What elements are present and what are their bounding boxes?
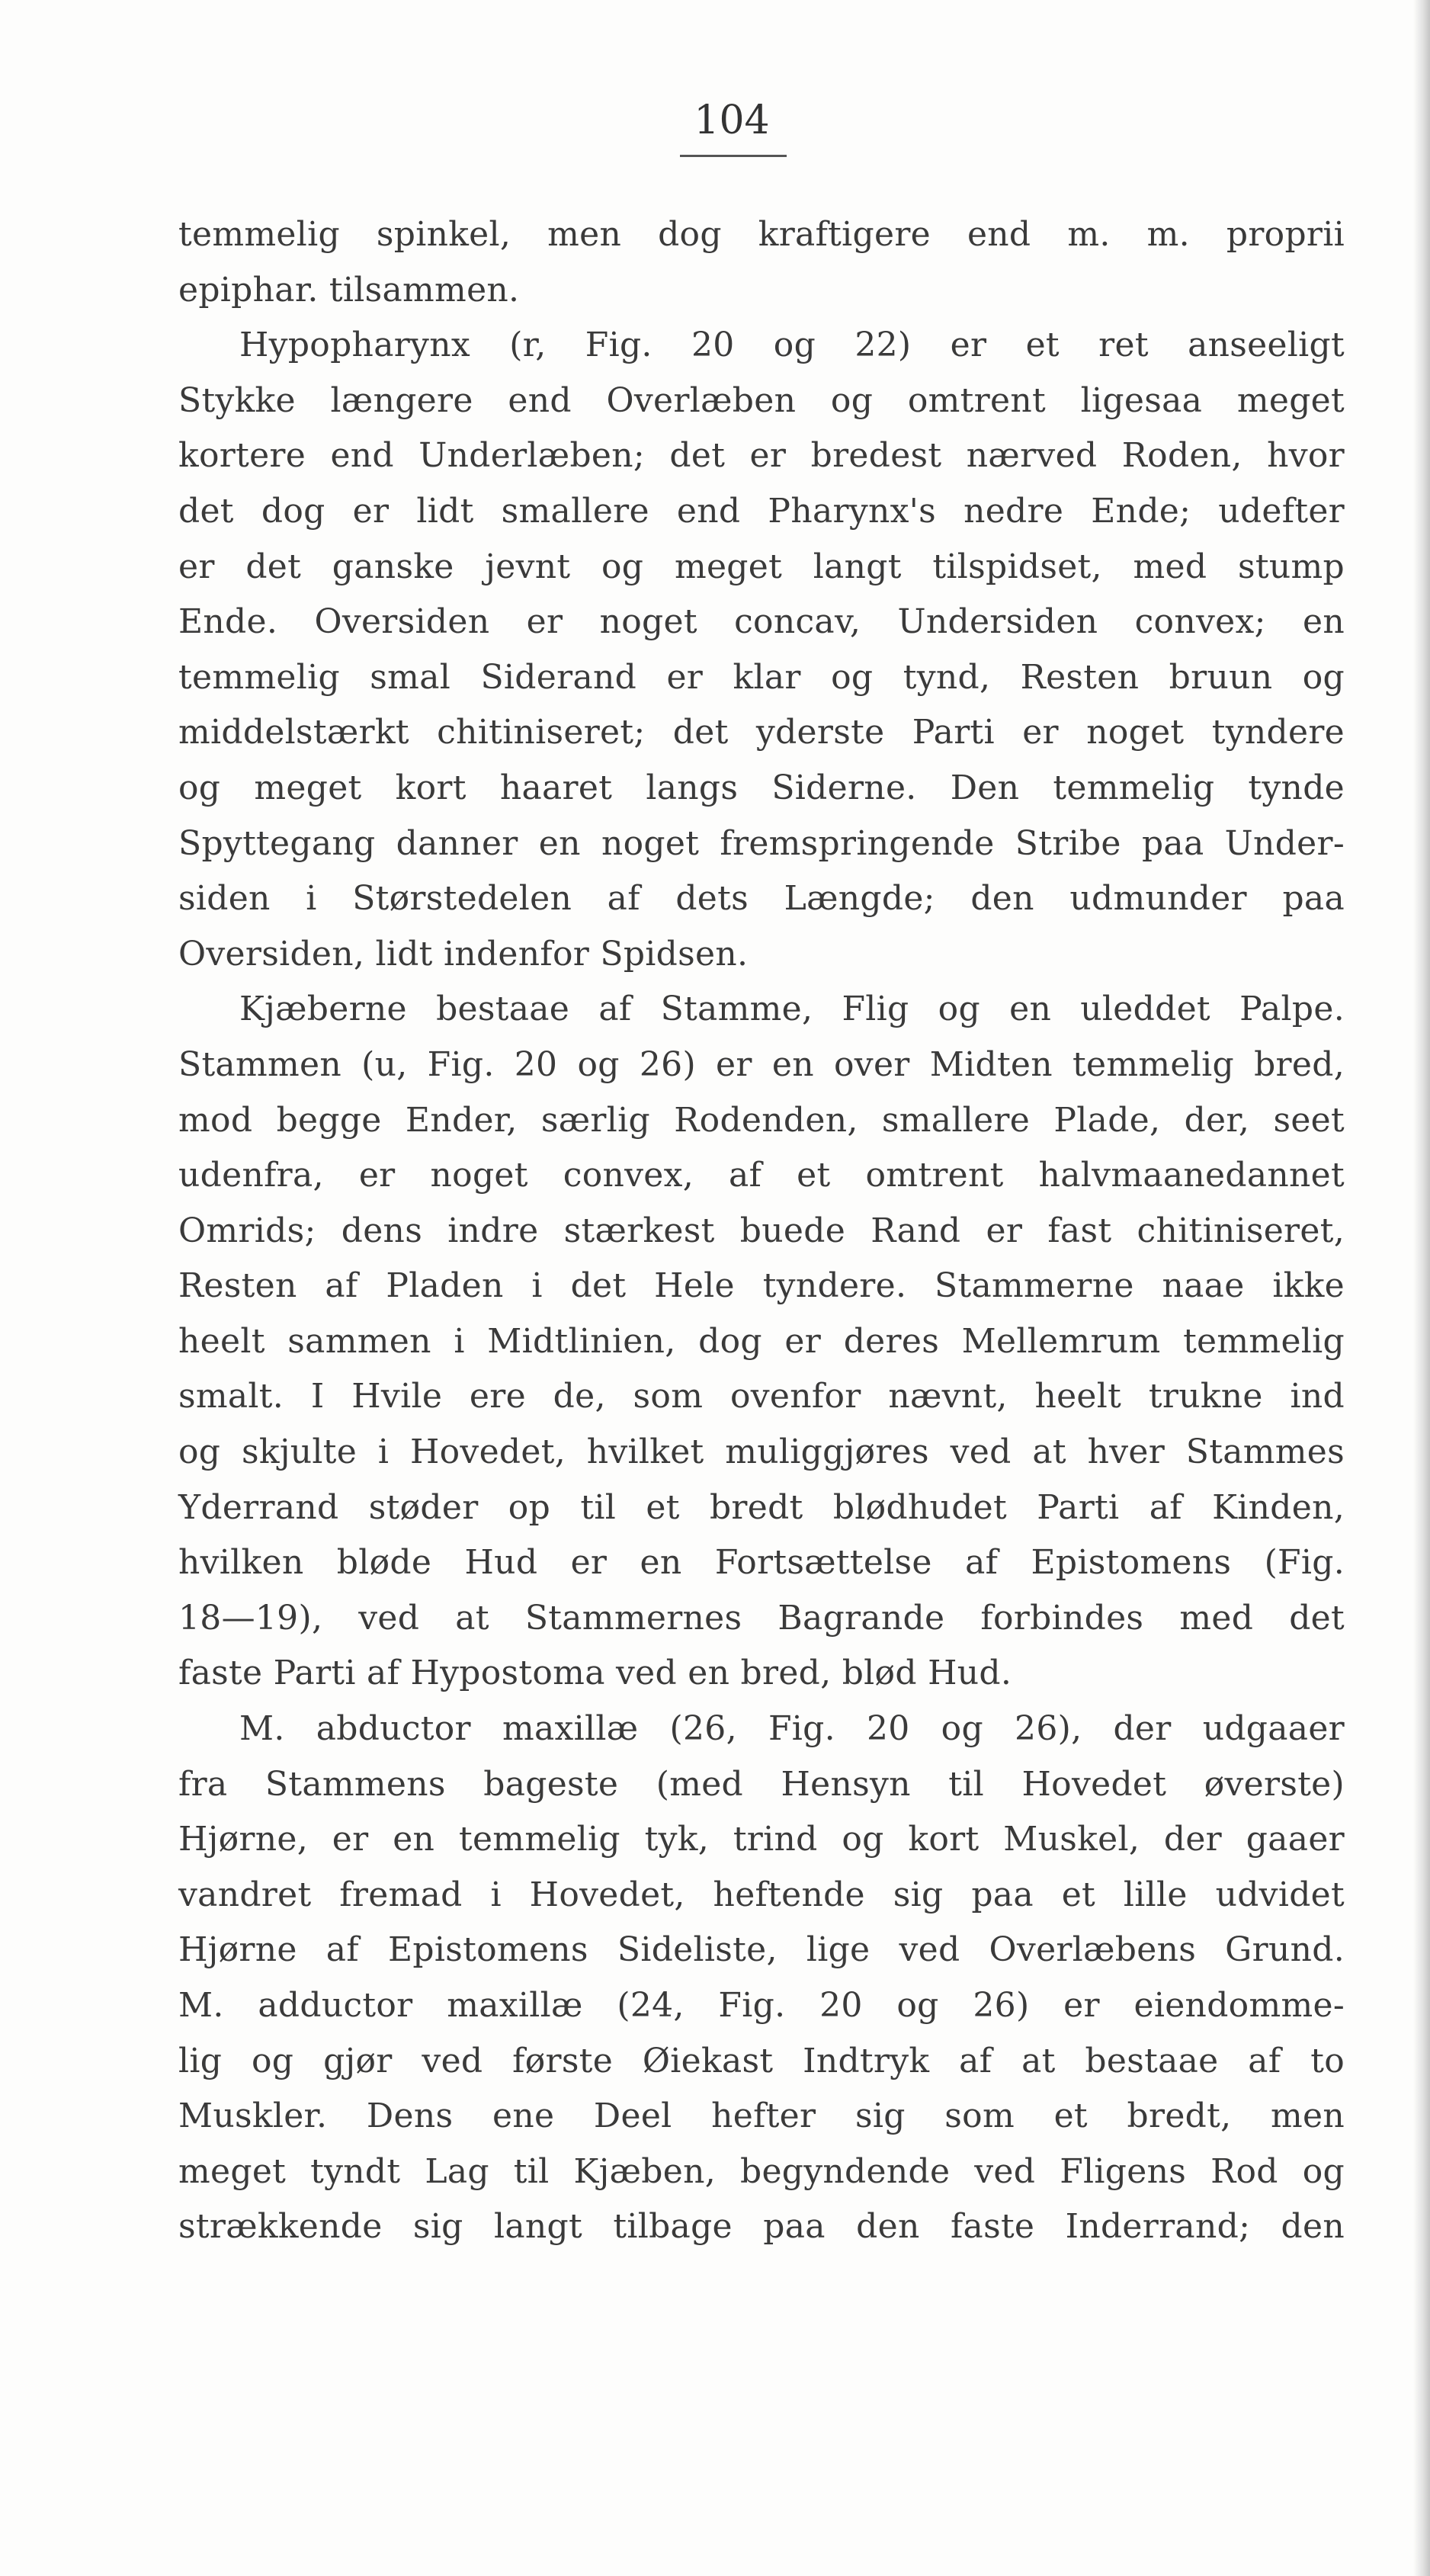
text-line: udenfra, er noget convex, af et omtrent halvmaanedannet xyxy=(178,1156,1345,1195)
text-line: Stykke længere end Overlæben og omtrent ligesaa meget xyxy=(178,380,1345,420)
text-line: Ende. Oversiden er noget concav, Undersiden convex; en xyxy=(178,602,1345,642)
text-line: meget tyndt Lag til Kjæben, begyndende ved Fligens Rod og xyxy=(178,2151,1345,2191)
text-line: temmelig spinkel, men dog kraftigere end m. m. proprii xyxy=(178,215,1345,254)
text-line: faste Parti af Hypostoma ved en bred, blød Hud. xyxy=(178,1654,1012,1693)
text-line: Hjørne, er en temmelig tyk, trind og kort Muskel, der gaaer xyxy=(178,1820,1345,1859)
text-line: Resten af Pladen i det Hele tyndere. Stammerne naae ikke xyxy=(178,1266,1345,1306)
page-number-rule xyxy=(680,155,787,157)
text-line: kortere end Underlæben; det er bredest nærved Roden, hvor xyxy=(178,436,1345,476)
text-line: Oversiden, lidt indenfor Spidsen. xyxy=(178,934,749,974)
text-line: og skjulte i Hovedet, hvilket muliggjøres ved at hver Stammes xyxy=(178,1432,1345,1472)
text-line: er det ganske jevnt og meget langt tilspidset, med stump xyxy=(178,547,1345,586)
text-line: Hjørne af Epistomens Sideliste, lige ved Overlæbens Grund. xyxy=(178,1930,1345,1970)
text-line: siden i Størstedelen af dets Længde; den udmunder paa xyxy=(178,879,1345,919)
page-edge-shadow xyxy=(1413,0,1430,2576)
text-line: Kjæberne bestaae af Stamme, Flig og en uleddet Palpe. xyxy=(239,990,1345,1029)
text-line: 18—19), ved at Stammernes Bagrande forbindes med det xyxy=(178,1598,1345,1638)
body-text xyxy=(178,207,1345,2255)
text-line: Yderrand støder op til et bredt blødhudet Parti af Kinden, xyxy=(178,1487,1345,1527)
text-line: Stammen (u, Fig. 20 og 26) er en over Midten temmelig bred, xyxy=(178,1044,1345,1084)
text-line: lig og gjør ved første Øiekast Indtryk af at bestaae af to xyxy=(178,2041,1345,2080)
page-number: 104 xyxy=(694,98,770,143)
text-line: fra Stammens bageste (med Hensyn til Hovedet øverste) xyxy=(178,1764,1345,1804)
text-line: Hypopharynx (r, Fig. 20 og 22) er et ret anseeligt xyxy=(239,326,1345,365)
text-line: M. abductor maxillæ (26, Fig. 20 og 26), der udgaaer xyxy=(239,1709,1345,1749)
text-line: Spyttegang danner en noget fremspringende Stribe paa Under- xyxy=(178,823,1345,863)
text-line: Muskler. Dens ene Deel hefter sig som et bredt, men xyxy=(178,2096,1345,2136)
text-line: heelt sammen i Midtlinien, dog er deres Mellemrum temmelig xyxy=(178,1321,1345,1361)
text-line: hvilken bløde Hud er en Fortsættelse af Epistomens (Fig. xyxy=(178,1543,1345,1583)
text-line: mod begge Ender, særlig Rodenden, smallere Plade, der, seet xyxy=(178,1100,1345,1140)
text-line: vandret fremad i Hovedet, heftende sig paa et lille udvidet xyxy=(178,1875,1345,1914)
text-line: smalt. I Hvile ere de, som ovenfor nævnt, heelt trukne ind xyxy=(178,1377,1345,1416)
text-line: og meget kort haaret langs Siderne. Den temmelig tynde xyxy=(178,768,1345,807)
text-line: strækkende sig langt tilbage paa den faste Inderrand; den xyxy=(178,2207,1345,2247)
text-line: middelstærkt chitiniseret; det yderste Parti er noget tyndere xyxy=(178,713,1345,752)
text-line: temmelig smal Siderand er klar og tynd, Resten bruun og xyxy=(178,657,1345,697)
text-line: det dog er lidt smallere end Pharynx's nedre Ende; udefter xyxy=(178,491,1345,531)
text-line: M. adductor maxillæ (24, Fig. 20 og 26) er eiendomme- xyxy=(178,1986,1345,2025)
text-line: Omrids; dens indre stærkest buede Rand er fast chitiniseret, xyxy=(178,1211,1345,1250)
text-line: epiphar. tilsammen. xyxy=(178,270,520,310)
